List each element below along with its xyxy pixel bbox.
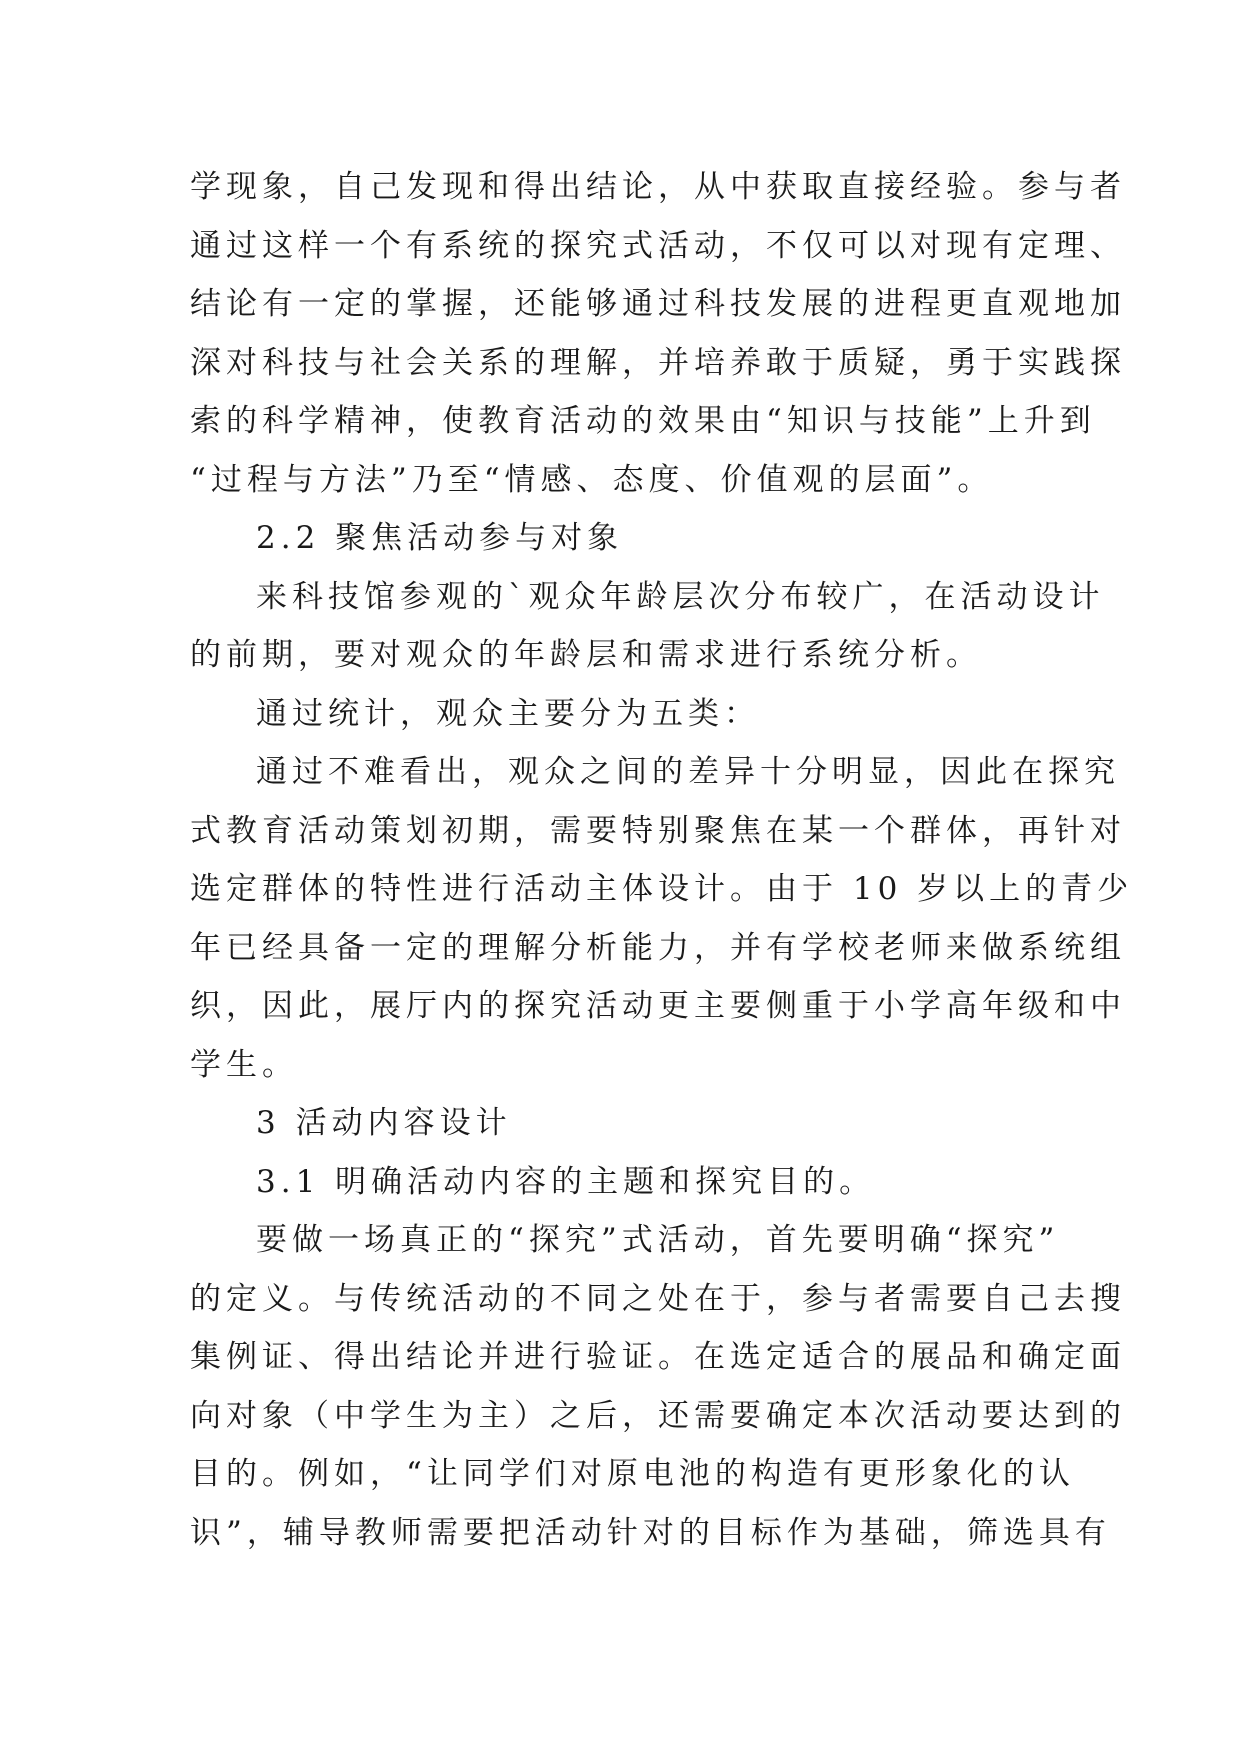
body-line: 要做一场真正的“探究”式活动，首先要明确“探究”	[256, 1222, 1060, 1258]
document-body	[190, 158, 1134, 1562]
section-heading-3: 3 活动内容设计	[256, 1105, 512, 1141]
body-line: 通过这样一个有系统的探究式活动，不仅可以对现有定理、	[190, 227, 1126, 264]
body-line: 索的科学精神，使教育活动的效果由“知识与技能”上升到	[190, 403, 1096, 439]
section-heading-3-1: 3.1 明确活动内容的主题和探究目的。	[256, 1163, 876, 1200]
body-line: 集例证、得出结论并进行验证。在选定适合的展品和确定面	[190, 1339, 1126, 1375]
body-line: 式教育活动策划初期，需要特别聚焦在某一个群体，再针对	[190, 812, 1126, 849]
body-line: 选定群体的特性进行活动主体设计。由于 10 岁以上的青少	[190, 871, 1134, 907]
body-line: 识”，辅导教师需要把活动针对的目标作为基础，筛选具有	[190, 1514, 1111, 1551]
body-line: 深对科技与社会关系的理解，并培养敢于质疑，勇于实践探	[190, 344, 1126, 381]
body-line: 学现象，自己发现和得出结论，从中获取直接经验。参与者	[190, 169, 1126, 205]
body-line: 结论有一定的掌握，还能够通过科技发展的进程更直观地加	[190, 286, 1126, 322]
body-line: 向对象（中学生为主）之后，还需要确定本次活动要达到的	[190, 1397, 1126, 1434]
body-line: 通过统计，观众主要分为五类：	[256, 695, 760, 732]
body-line: 来科技馆参观的`观众年龄层次分布较广，在活动设计	[256, 578, 1105, 615]
body-line: 学生。	[190, 1046, 298, 1083]
body-line: 通过不难看出，观众之间的差异十分明显，因此在探究	[256, 754, 1120, 790]
section-heading-2-2: 2.2 聚焦活动参与对象	[256, 520, 624, 556]
body-line: 的前期，要对观众的年龄层和需求进行系统分析。	[190, 637, 982, 673]
body-line: 的定义。与传统活动的不同之处在于，参与者需要自己去搜	[190, 1280, 1126, 1317]
body-line: 织，因此，展厅内的探究活动更主要侧重于小学高年级和中	[190, 988, 1126, 1024]
body-line: 目的。例如，“让同学们对原电池的构造有更形象化的认	[190, 1456, 1075, 1492]
body-line: 年已经具备一定的理解分析能力，并有学校老师来做系统组	[190, 929, 1126, 966]
body-line: “过程与方法”乃至“情感、态度、价值观的层面”。	[190, 461, 994, 498]
